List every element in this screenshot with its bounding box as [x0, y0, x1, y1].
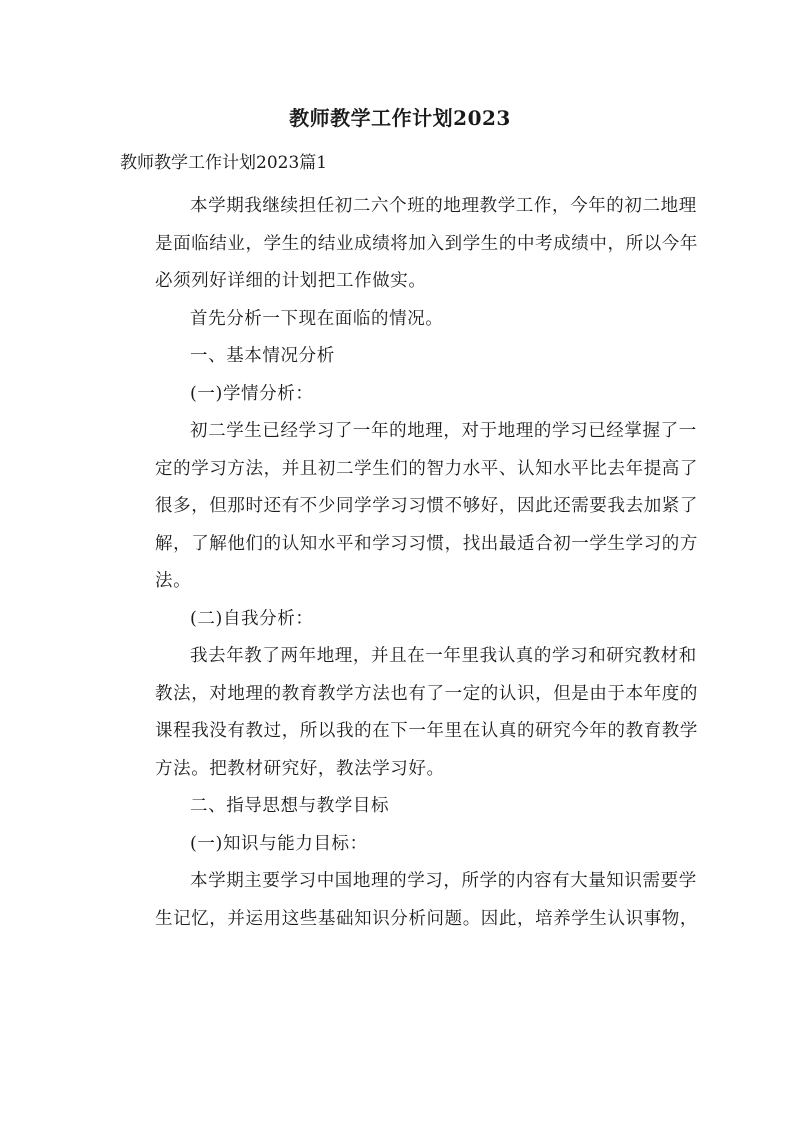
subsection-heading-student-analysis — [120, 376, 682, 414]
paragraph-line: 生记忆，并运用这些基础知识分析问题。因此，培养学生认识事物， — [155, 908, 698, 929]
subsection-heading-self-analysis — [120, 601, 682, 639]
paragraph-analysis-intro — [120, 301, 682, 339]
paragraph-line: 初二学生已经学习了一年的地理，对于地理的学习已经掌握了一 — [190, 421, 697, 441]
paragraph-self-analysis — [120, 638, 698, 788]
paragraph-line: 我去年教了两年地理，并且在一年里我认真的学习和研究教材和 — [190, 646, 697, 666]
paragraph-line: 很多，但那时还有不少同学学习习惯不够好，因此还需要我去加紧了 — [155, 496, 698, 516]
paragraph-line: 一、基本情况分析 — [190, 346, 335, 366]
paragraph-line: 法。 — [155, 571, 192, 591]
paragraph-intro — [120, 188, 698, 301]
paragraph-line: 二、指导思想与教学目标 — [190, 796, 390, 816]
paragraph-student-analysis — [120, 413, 698, 601]
paragraph-knowledge-goals — [120, 863, 698, 938]
section-heading-guiding-ideas — [120, 788, 682, 826]
paragraph-line: (一)学情分析： — [190, 383, 314, 404]
paragraph-line: 解，了解他们的认知水平和学习习惯，找出最适合初一学生学习的方 — [155, 533, 698, 554]
paragraph-line: 方法。把教材研究好，教法学习好。 — [155, 758, 445, 779]
paragraph-line: (二)自我分析： — [190, 608, 314, 629]
paragraph-line: 教法，对地理的教育教学方法也有了一定的认识，但是由于本年度的 — [155, 683, 698, 704]
subsection-heading-knowledge-goals — [120, 826, 682, 864]
paragraph-line: 本学期主要学习中国地理的学习，所学的内容有大量知识需要学 — [190, 871, 697, 891]
paragraph-line: 本学期我继续担任初二六个班的地理教学工作，今年的初二地理 — [190, 196, 697, 216]
document-title: 教师教学工作计划2023 — [289, 106, 511, 130]
section-heading-basic-analysis — [120, 338, 682, 376]
paragraph-line: 是面临结业，学生的结业成绩将加入到学生的中考成绩中，所以今年 — [155, 233, 698, 254]
document-subtitle: 教师教学工作计划2023篇1 — [120, 153, 328, 173]
document-body — [120, 188, 698, 938]
paragraph-line: (一)知识与能力目标： — [190, 833, 368, 854]
paragraph-line: 必须列好详细的计划把工作做实。 — [155, 271, 427, 291]
paragraph-line: 课程我没有教过，所以我的在下一年里在认真的研究今年的教育教学 — [155, 721, 698, 741]
paragraph-line: 首先分析一下现在面临的情况。 — [190, 308, 444, 329]
paragraph-line: 定的学习方法，并且初二学生们的智力水平、认知水平比去年提高了 — [155, 458, 698, 479]
